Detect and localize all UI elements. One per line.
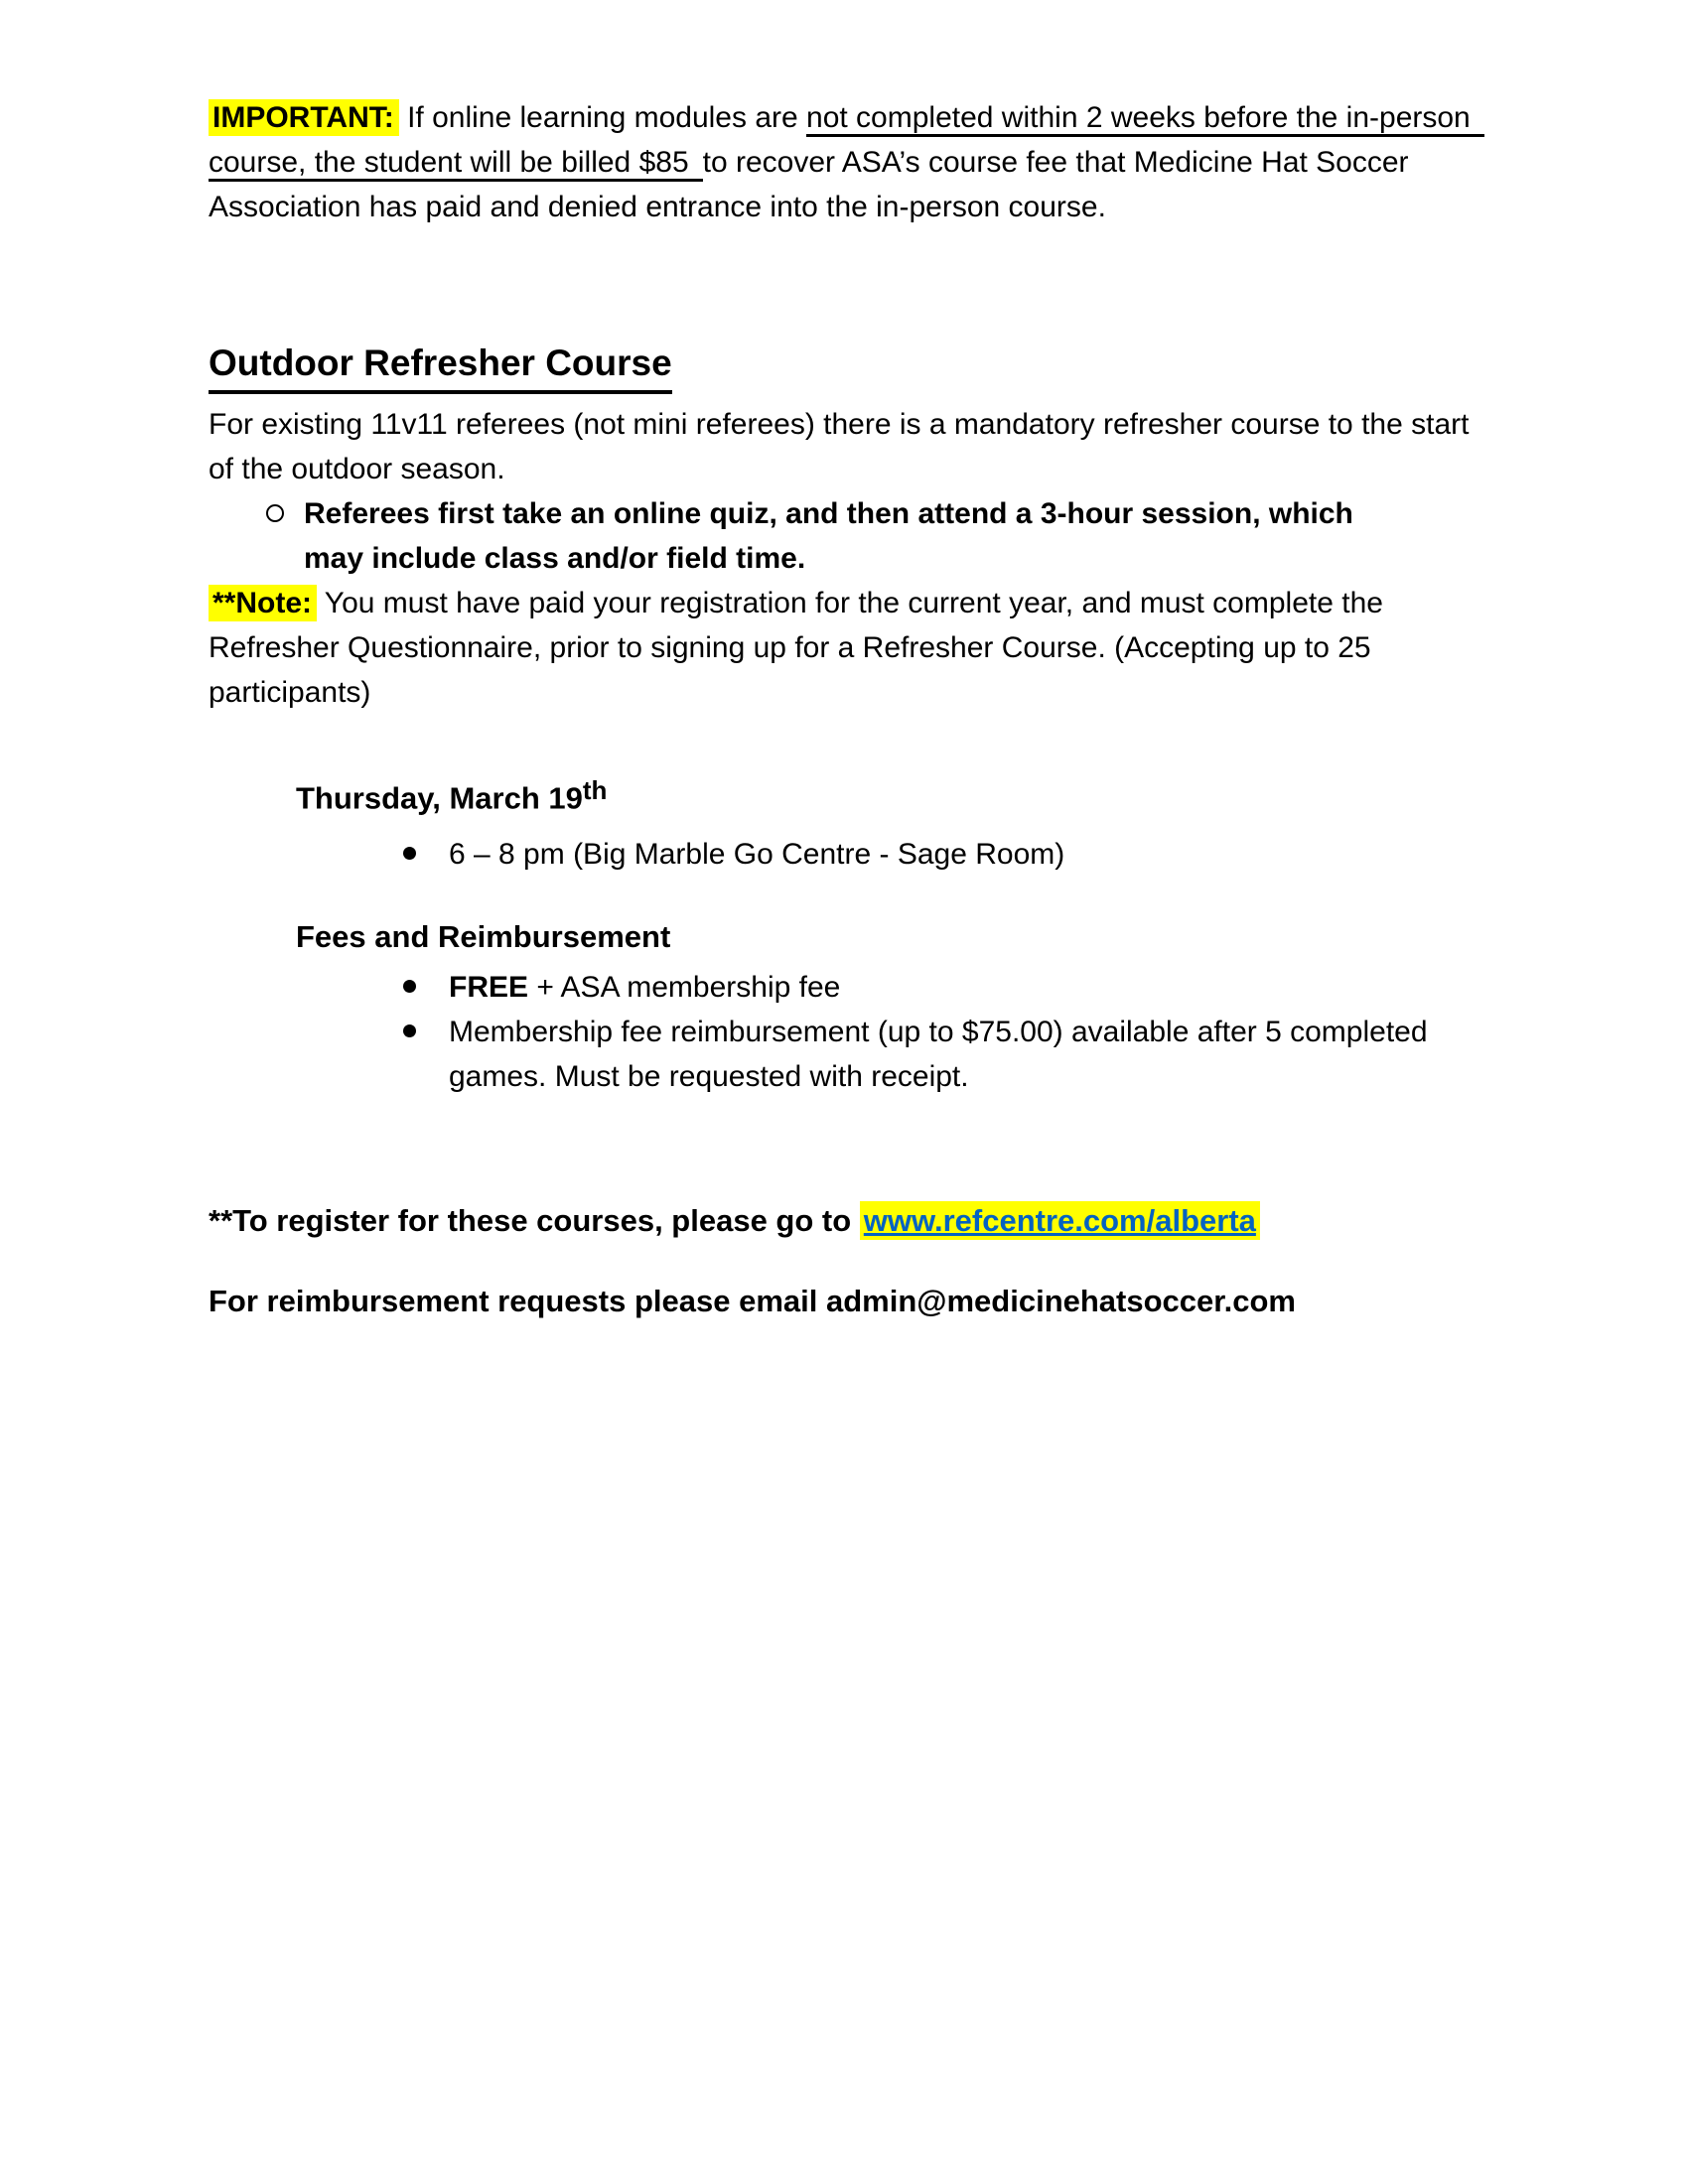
important-underlined-1: not completed within 2 weeks before the in-person [806,101,1484,137]
fees-reimbursement-text [449,1010,1428,1099]
session-time-text: 6 – 8 pm (Big Marble Go Centre - Sage Room) [449,838,1065,872]
note-text-3: participants) [209,676,371,709]
free-rest: + ASA membership fee [528,971,841,1005]
filled-circle-bullet-icon [403,832,449,860]
fees-free-bullet [403,965,1509,1010]
important-underlined-2: course, the student will be billed $85 [209,146,703,182]
fees-reimbursement-bullet [403,1010,1509,1099]
important-label-text: IMPORTANT: [212,101,394,134]
intro-line-2: of the outdoor season. [209,453,505,485]
outdoor-refresher-intro [209,402,1509,491]
note-text-1: You must have paid your registration for the current year, and must complete the [317,587,1383,619]
important-text-1: If online learning modules are [398,101,807,134]
filled-circle-bullet-icon [403,1010,449,1037]
session-date-ordinal: th [582,775,608,805]
register-text: **To register for these courses, please go to [209,1203,860,1239]
quiz-bullet-line-1: Referees first take an online quiz, and then attend a 3-hour session, which [304,497,1353,530]
important-text-3: Association has paid and denied entrance into the in-person course. [209,191,1106,223]
free-label: FREE [449,971,529,1005]
note-text-2: Refresher Questionnaire, prior to signing up for a Refresher Course. (Accepting up to 25 [209,631,1371,664]
fees-free-text [449,965,840,1010]
refcentre-link[interactable]: www.refcentre.com/alberta [860,1201,1260,1240]
hollow-circle-bullet-icon [266,491,304,522]
reimbursement-bullet-line-1: Membership fee reimbursement (up to $75.00) available after 5 completed [449,1016,1428,1049]
refresher-quiz-bullet-text [304,491,1353,581]
note-label [209,585,317,621]
important-text-2: to recover ASA’s course fee that Medicine Hat Soccer [702,146,1409,179]
session-time-bullet [403,832,1509,877]
fees-heading: Fees and Reimbursement [296,919,671,955]
important-label [209,99,399,136]
note-paragraph [209,581,1509,715]
reimbursement-email-paragraph: For reimbursement requests please email admin@medicinehatsoccer.com [209,1284,1296,1319]
outdoor-refresher-heading-text: Outdoor Refresher Course [209,339,672,394]
intro-line-1: For existing 11v11 referees (not mini referees) there is a mandatory refresher course to the start [209,408,1470,441]
quiz-bullet-line-2: may include class and/or field time. [304,542,806,575]
filled-circle-bullet-icon [403,965,449,993]
refresher-quiz-bullet [266,491,1509,581]
session-date-text: Thursday, March 19 [296,780,583,816]
register-paragraph [209,1198,1509,1243]
outdoor-refresher-heading [209,339,1509,394]
reimbursement-bullet-line-2: games. Must be requested with receipt. [449,1060,969,1094]
important-notice-paragraph [209,95,1509,229]
note-label-text: **Note: [212,587,313,619]
session-date [296,766,1509,820]
